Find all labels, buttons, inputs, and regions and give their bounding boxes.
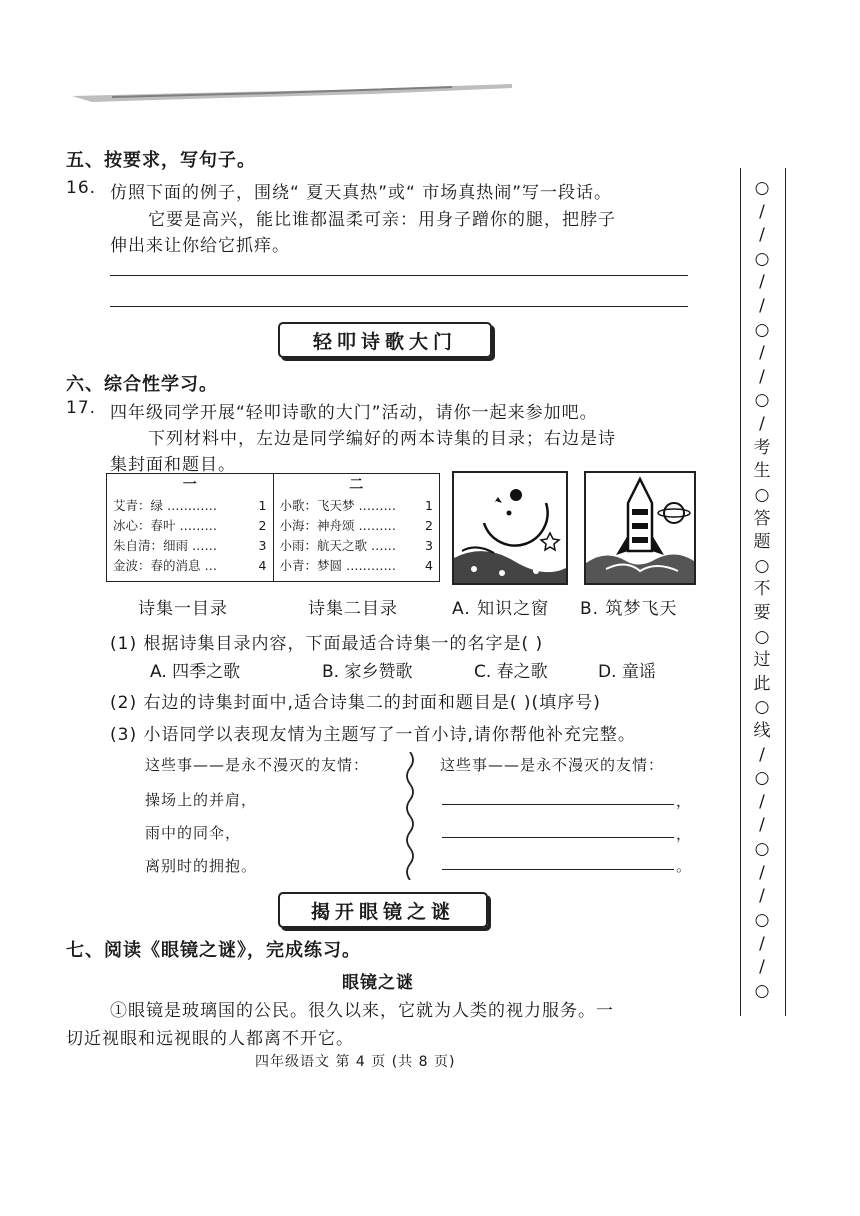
seal-char: / (759, 225, 765, 246)
toc-column-one (107, 474, 273, 581)
poetry-toc-table (106, 473, 440, 582)
seal-char: / (759, 296, 765, 317)
question-17-text: 四年级同学开展“轻叩诗歌的大门”活动，请你一起来参加吧。 (110, 403, 598, 423)
toc-page: 4 (258, 558, 267, 573)
seal-char: 考 (753, 437, 771, 458)
seal-line-column (744, 180, 780, 1000)
caption-cover-a: A. 知识之窗 (452, 599, 550, 619)
toc-entry: 冰心：春叶 ……… (113, 518, 217, 533)
example-line-1: 它要是高兴，能比谁都温柔可亲：用身子蹭你的腿，把脖子 (148, 210, 616, 230)
seal-char: / (759, 272, 765, 293)
seal-char: ○ (754, 697, 770, 718)
scan-smudge (72, 82, 512, 104)
toc-entry: 小雨：航天之歌 …… (279, 538, 396, 553)
seal-char: ○ (754, 555, 770, 576)
answer-line-1[interactable] (110, 275, 688, 276)
seal-char: / (759, 886, 765, 907)
seal-char: / (759, 201, 765, 222)
reading-para-1-line-1: ①眼镜是玻璃国的公民。很久以来，它就为人类的视力服务。一 (110, 1001, 614, 1021)
question-16-number: 16. (66, 178, 97, 198)
toc-column-one-header: 一 (182, 477, 197, 493)
wavy-divider (402, 752, 418, 880)
toc-row (113, 536, 267, 556)
toc-row (280, 556, 434, 576)
intro-line-1: 下列材料中，左边是同学编好的两本诗集的目录；右边是诗 (148, 429, 616, 449)
seal-char: / (759, 414, 765, 435)
toc-page: 3 (425, 538, 433, 553)
poem-left-title: 这些事——是永不漫灭的友情： (145, 756, 370, 774)
option-c[interactable]: C. 春之歌 (474, 662, 548, 682)
cover-b-image (584, 471, 696, 585)
seal-char: / (759, 366, 765, 387)
seal-char: / (759, 815, 765, 836)
toc-page: 2 (425, 518, 433, 533)
seal-char: 题 (753, 532, 771, 553)
seal-char: ○ (754, 248, 770, 269)
poem-right-title: 这些事——是永不漫灭的友情： (440, 756, 665, 774)
seal-char: 生 (753, 461, 771, 482)
poem-blank-3-punct: 。 (676, 857, 693, 875)
seal-char: 此 (753, 673, 771, 694)
caption-toc-one: 诗集一目录 (138, 599, 228, 619)
cover-a-image (452, 471, 568, 585)
poem-left-line-3: 离别时的拥抱。 (145, 857, 258, 875)
seal-char: / (759, 957, 765, 978)
poem-blank-2[interactable] (442, 837, 674, 838)
section-six-heading: 六、综合性学习。 (66, 374, 218, 395)
toc-entry: 小歌：飞天梦 ……… (279, 498, 396, 513)
caption-toc-two: 诗集二目录 (308, 599, 398, 619)
seal-char: 要 (753, 602, 771, 623)
question-17-number: 17. (66, 398, 97, 418)
toc-column-two-header: 二 (349, 477, 364, 493)
toc-page: 3 (258, 538, 267, 553)
seal-char: ○ (754, 980, 770, 1001)
seal-char: 答 (753, 508, 771, 529)
poem-blank-1[interactable] (442, 804, 674, 805)
seal-char: ○ (754, 319, 770, 340)
toc-row (280, 496, 434, 516)
moon-illustration (454, 473, 566, 583)
toc-entry: 小青：梦圆 ………… (279, 558, 396, 573)
banner-poetry-gate: 轻叩诗歌大门 (278, 322, 492, 358)
poem-blank-3[interactable] (442, 869, 674, 870)
toc-page: 2 (258, 518, 267, 533)
toc-entry: 小海：神舟颂 ……… (279, 518, 396, 533)
poem-left-line-1: 操场上的并肩， (145, 791, 258, 809)
seal-char: 过 (753, 650, 771, 671)
seal-char: ○ (754, 768, 770, 789)
intro-line-2: 集封面和题目。 (110, 455, 236, 475)
option-b[interactable]: B. 家乡赞歌 (322, 662, 413, 682)
toc-entry: 艾青：绿 ………… (113, 498, 217, 513)
seal-char: 线 (753, 721, 771, 742)
toc-page: 4 (425, 558, 433, 573)
example-line-2: 伸出来让你给它抓痒。 (110, 236, 290, 256)
question-16-text: 仿照下面的例子，围绕“ 夏天真热”或“ 市场真热闹”写一段话。 (110, 183, 613, 203)
seal-char: / (759, 744, 765, 765)
toc-column-two (273, 474, 440, 581)
option-a[interactable]: A. 四季之歌 (150, 662, 241, 682)
toc-entry: 朱自清：细雨 …… (113, 538, 217, 553)
seal-char: / (759, 791, 765, 812)
caption-cover-b: B. 筑梦飞天 (580, 599, 678, 619)
toc-page: 1 (425, 498, 433, 513)
seal-char: ○ (754, 178, 770, 198)
seal-char: ○ (754, 484, 770, 505)
reading-title: 眼镜之谜 (342, 973, 414, 993)
seal-char: ○ (754, 626, 770, 647)
subquestion-2-text: (2) 右边的诗集封面中,适合诗集二的封面和题目是( )(填序号) (110, 693, 601, 713)
section-five-heading: 五、按要求，写句子。 (66, 150, 256, 171)
seal-char: ○ (754, 839, 770, 860)
poem-left-line-2: 雨中的同伞， (145, 824, 242, 842)
toc-entry: 金波：春的消息 … (113, 558, 217, 573)
banner-glasses-mystery: 揭开眼镜之谜 (278, 892, 488, 928)
seal-char: / (759, 343, 765, 364)
answer-line-2[interactable] (110, 306, 688, 307)
subquestion-3-text: (3) 小语同学以表现友情为主题写了一首小诗,请你帮他补充完整。 (110, 725, 636, 745)
toc-row (280, 516, 434, 536)
seal-char: ○ (754, 390, 770, 411)
toc-row (113, 516, 267, 536)
seal-char: / (759, 862, 765, 883)
seal-char: 不 (753, 579, 771, 600)
page-footer: 四年级语文 第 4 页 (共 8 页) (255, 1054, 456, 1070)
section-seven-heading: 七、阅读《眼镜之谜》，完成练习。 (66, 940, 361, 961)
subquestion-1-text: (1) 根据诗集目录内容，下面最适合诗集一的名字是( ) (110, 634, 544, 654)
toc-row (113, 556, 267, 576)
seal-char: ○ (754, 909, 770, 930)
rocket-illustration (586, 473, 694, 583)
poem-blank-2-punct: ， (676, 825, 693, 843)
toc-page: 1 (258, 498, 267, 513)
toc-row (113, 496, 267, 516)
reading-para-1-line-2: 切近视眼和远视眼的人都离不开它。 (66, 1029, 354, 1049)
seal-char: / (759, 933, 765, 954)
option-d[interactable]: D. 童谣 (598, 662, 656, 682)
poem-blank-1-punct: ， (676, 792, 693, 810)
toc-row (280, 536, 434, 556)
